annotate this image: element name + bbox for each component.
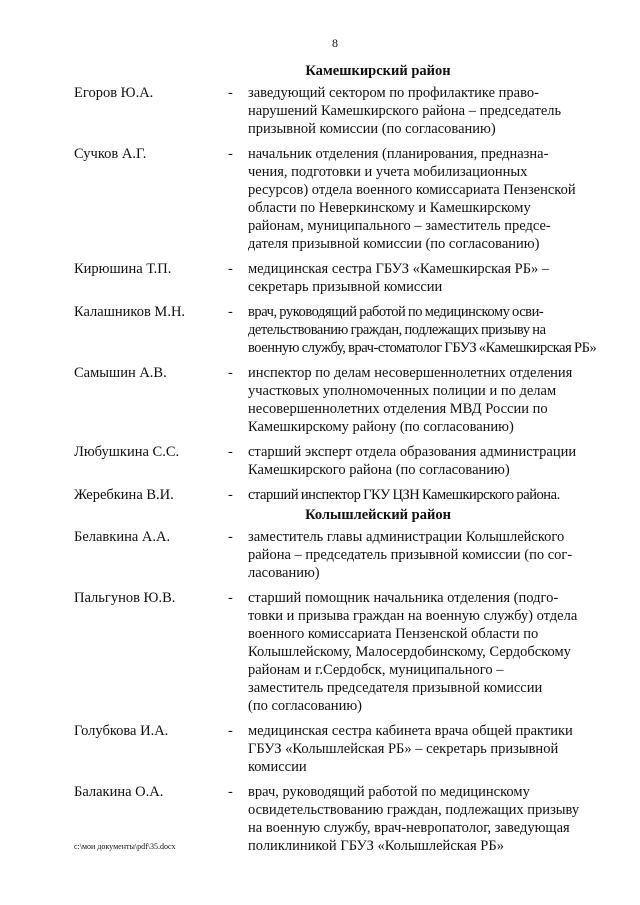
dash: - xyxy=(228,261,233,277)
list-item xyxy=(74,145,604,253)
person-name: Сучков А.Г. xyxy=(74,146,147,162)
dash: - xyxy=(228,529,233,545)
person-name: Самышин А.В. xyxy=(74,365,167,381)
person-name: Пальгунов Ю.В. xyxy=(74,590,176,606)
person-role: старший эксперт отдела образования администрации Камешкирского района (по согласованию) xyxy=(248,444,577,478)
list-item xyxy=(74,528,604,582)
dash: - xyxy=(228,365,233,381)
person-role: начальник отделения (планирования, предназна- чения, подготовки и учета мобилизационных ресурсов) отдела военного комиссариата Пензенской области по Неверкинскому и Камешкирскому районам, муниципального – заместитель предсе- дателя призывной комиссии (по согласованию) xyxy=(248,146,576,252)
list-item xyxy=(74,589,604,715)
footer-file-path: c:\мои документы\pdf\35.docx xyxy=(74,842,176,851)
person-name: Калашников М.Н. xyxy=(74,304,186,320)
person-role: медицинская сестра ГБУЗ «Камешкирская РБ» – секретарь призывной комиссии xyxy=(248,261,550,295)
page-number: 8 xyxy=(332,36,338,50)
person-name: Балакина О.А. xyxy=(74,784,164,800)
person-name: Кирюшина Т.П. xyxy=(74,261,172,277)
list-item xyxy=(74,303,604,357)
person-name: Егоров Ю.А. xyxy=(74,85,154,101)
person-role: заместитель главы администрации Колышлейского района – председатель призывной комиссии (по сог- ласованию) xyxy=(248,529,573,581)
dash: - xyxy=(228,590,233,606)
person-role: врач, руководящий работой по медицинскому освидетельствованию граждан, подлежащих призыву на военную службу, врач-невропатолог, заведующая поликлиникой ГБУЗ «Колышлейская РБ» xyxy=(248,784,580,854)
dash: - xyxy=(228,85,233,101)
list-item xyxy=(74,364,604,436)
section-title: Камешкирский район xyxy=(305,63,451,79)
list-item xyxy=(74,260,604,296)
document-body xyxy=(74,62,604,862)
list-item xyxy=(74,722,604,776)
person-role: инспектор по делам несовершеннолетних отделения участковых уполномоченных полиции и по делам несовершеннолетних отделения МВД России по Камешкирскому району (по согласованию) xyxy=(248,365,573,435)
person-name: Голубкова И.А. xyxy=(74,723,169,739)
person-role: медицинская сестра кабинета врача общей практики ГБУЗ «Колышлейская РБ» – секретарь призывной комиссии xyxy=(248,723,573,775)
dash: - xyxy=(228,723,233,739)
list-item xyxy=(74,486,604,504)
person-role: заведующий сектором по профилактике право- нарушений Камешкирского района – председатель призывной комиссии (по согласованию) xyxy=(248,85,562,137)
person-name: Любушкина С.С. xyxy=(74,444,180,460)
person-role: старший инспектор ГКУ ЦЗН Камешкирского района. xyxy=(248,487,560,503)
dash: - xyxy=(228,444,233,460)
person-name: Жеребкина В.И. xyxy=(74,487,174,503)
person-name: Белавкина А.А. xyxy=(74,529,171,545)
list-item xyxy=(74,443,604,479)
section-title: Колышлейский район xyxy=(305,507,451,523)
person-role: врач, руководящий работой по медицинскому осви- детельствованию граждан, подлежащих призыву на военную службу, врач-стоматолог ГБУЗ «Камешкирская РБ» xyxy=(248,304,597,356)
dash: - xyxy=(228,304,233,320)
dash: - xyxy=(228,487,233,503)
dash: - xyxy=(228,146,233,162)
list-item xyxy=(74,84,604,138)
person-role: старший помощник начальника отделения (подго- товки и призыва граждан на военную службу) отдела военного комиссариата Пензенской области по Колышлейскому, Малосердобинскому, Сердобскому районам и г.Сердобск, муниципального – заместитель председателя призывной комиссии (по согласованию) xyxy=(248,590,578,714)
dash: - xyxy=(228,784,233,800)
